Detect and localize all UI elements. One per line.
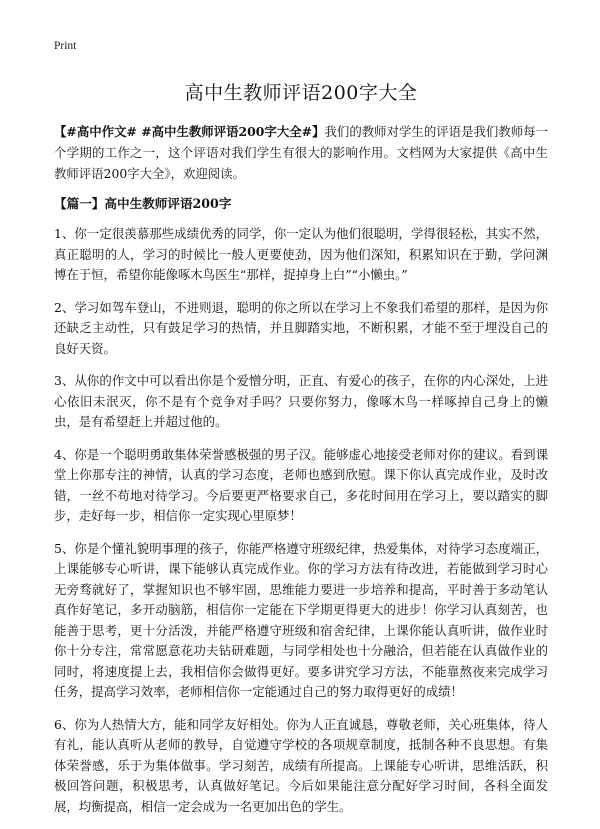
intro-tag: 【#高中作文# #高中生教师评语200字大全#】 <box>54 124 325 139</box>
comment-paragraph-4: 4、你是一个聪明勇敢集体荣誉感极强的男子汉。能够虚心地接受老师对你的建议。看到课堂上你那专注的神情，认真的学习态度，老师也感到欣慰。课下你认真完成作业，及时改错，一丝不苟地对待学习。今后要更严格要求自己，多花时间用在学习上，要以踏实的脚步，走好每一步，相信你一定实现心里原梦！ <box>54 446 548 523</box>
document-body <box>54 78 548 829</box>
comment-paragraph-2: 2、学习如驾车登山，不进则退，聪明的你之所以在学习上不象我们希望的那样，是因为你还缺乏主动性，只有鼓足学习的热情，并且脚踏实地，不断积累，才能不至于埋没自己的良好天资。 <box>54 299 548 356</box>
intro-paragraph <box>54 121 548 184</box>
comment-paragraph-1: 1、你一定很羡慕那些成绩优秀的同学，你一定认为他们很聪明，学得很轻松，其实不然，真正聪明的人，学习的时候比一般人更要使劲，因为他们深知，积累知识在于勤，学问渊博在于恒，希望你能像啄木鸟医生“那样，捉掉身上白”“小懒虫。” <box>54 226 548 282</box>
comment-paragraph-5: 5、你是个懂礼貌明事理的孩子，你能严格遵守班级纪律，热爱集体，对待学习态度端正，上课能够专心听讲，课下能够认真完成作业。你的学习方法有待改进，若能做到学习时心无旁骛就好了，掌握知识也不够牢固，思维能力要进一步培养和提高，平时善于多动笔认真作好笔记，多开动脑筋，相信你一定能在下学期更得更大的进步！你学习认真刻苦，也能善于思考，更十分活泼，并能严格遵守班级和宿舍纪律，上课你能认真听讲，做作业时你十分专注，常常愿意花功夫钻研难题，与同学相处也十分融洽，但若能在认真做作业的同时，将速度提上去，我相信你会做得更好。要多讲究学习方法，不能靠熬夜来完成学习任务，提高学习效率，老师相信你一定能通过自己的努力取得更好的成绩！ <box>54 540 548 699</box>
section-heading: 【篇一】高中生教师评语200字 <box>54 196 232 211</box>
page-title: 高中生教师评语200字大全 <box>184 82 418 104</box>
comment-paragraph-6: 6、你为人热情大方，能和同学友好相处。你为人正直诚恳，尊敬老师，关心班集体，待人有礼，能认真听从老师的教导，自觉遵守学校的各项规章制度，抵制各种不良思想。有集体荣誉感，乐于为集体做事。学习刻苦，成绩有所提高。上课能专心听讲，思维活跃，积极回答问题，积极思考，认真做好笔记。今后如果能注意分配好学习时间，各科全面发展，均衡提高，相信一定会成为一名更加出色的学生。 <box>54 716 548 814</box>
intro-text: 我们的教师对学生的评语是我们教师每一个学期的工作之一，这个评语对我们学生有很大的影响作用。文档网为大家提供《高中生教师评语200字大全》，欢迎阅读。 <box>54 124 548 181</box>
print-link[interactable]: Print <box>54 40 77 52</box>
comment-paragraph-3: 3、从你的作文中可以看出你是个爱憎分明，正直、有爱心的孩子，在你的内心深处，上进心依旧未泯灭，你不是有个竞争对手吗？只要你努力，像啄木鸟一样啄掉自己身上的懒虫，是有希望赶上并超过他的。 <box>54 373 548 429</box>
